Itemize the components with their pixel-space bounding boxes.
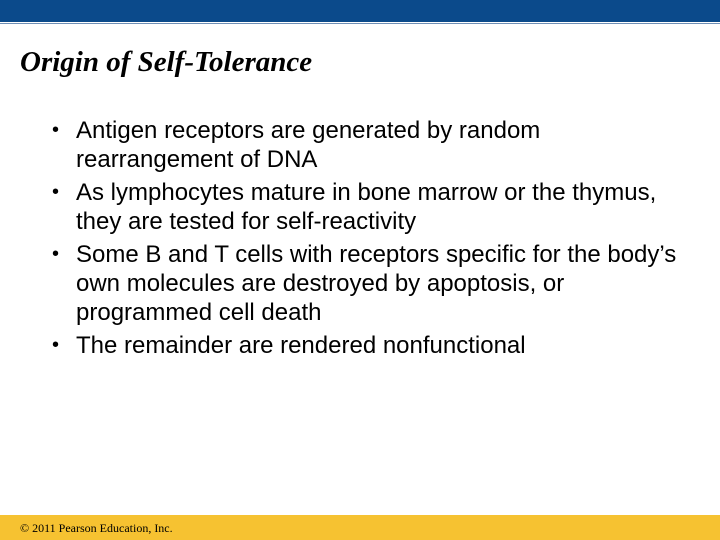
slide-title: Origin of Self-Tolerance: [20, 46, 313, 78]
bullet-item: [52, 116, 692, 174]
header-bar: [0, 0, 720, 22]
header-divider: [0, 23, 720, 24]
copyright-text: © 2011 Pearson Education, Inc.: [20, 521, 173, 535]
bullet-text: The remainder are rendered nonfunctional: [76, 332, 526, 359]
bullet-item: [52, 240, 692, 327]
bullet-list: [52, 116, 692, 364]
bullet-text: Antigen receptors are generated by random rearrangement of DNA: [76, 117, 541, 173]
bullet-icon: •: [52, 119, 60, 141]
bullet-item: [52, 331, 692, 360]
bullet-text: As lymphocytes mature in bone marrow or the thymus, they are tested for self-reactivity: [76, 179, 657, 235]
bullet-text: Some B and T cells with receptors specific for the body’s own molecules are destroyed by apoptosis, or programmed cell death: [76, 241, 677, 326]
bullet-icon: •: [52, 334, 60, 356]
bullet-icon: •: [52, 243, 60, 265]
bullet-icon: •: [52, 181, 60, 203]
bullet-item: [52, 178, 692, 236]
